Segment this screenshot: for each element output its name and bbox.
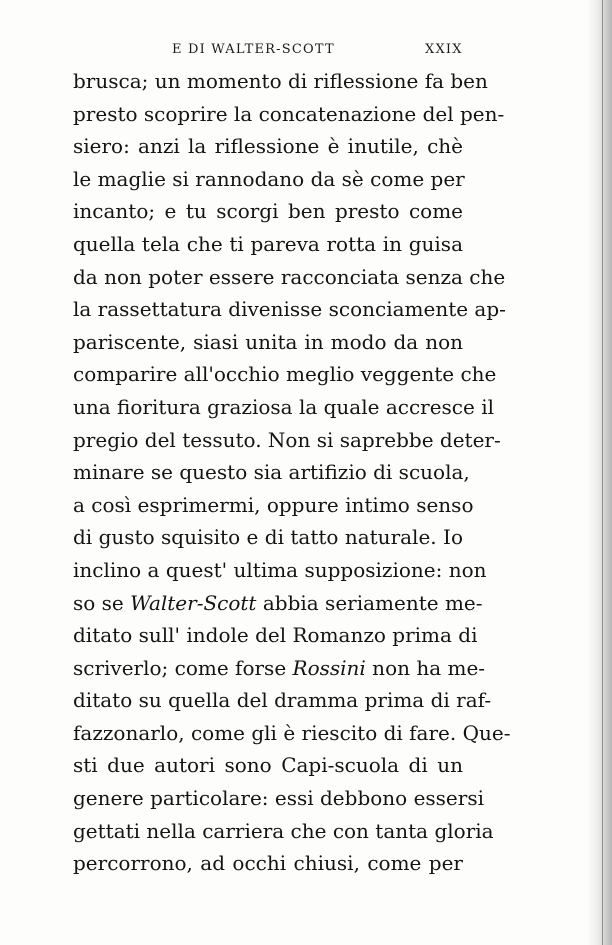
line-text: quella tela che ti pareva rotta in guisa [73, 231, 463, 256]
text-line [73, 163, 463, 196]
text-line [73, 652, 486, 685]
line-text: pariscente, siasi unita in modo da non [73, 329, 463, 354]
text-line [73, 554, 487, 587]
line-text: minare se questo sia artifizio di scuola, [73, 460, 470, 485]
line-text: siero: anzi la riflessione è inutile, chè [73, 134, 463, 159]
text-line [73, 228, 463, 261]
text-line [73, 424, 501, 457]
line-text: di gusto squisito e di tatto naturale. Io [73, 525, 463, 550]
text-line [73, 130, 463, 163]
line-text: scriverlo; come forse [73, 655, 293, 680]
text-line [73, 391, 494, 424]
line-text: a così esprimermi, oppure intimo senso [73, 492, 474, 517]
line-text: ditato su quella del dramma prima di raf- [73, 688, 492, 713]
text-line [73, 195, 463, 228]
text-line [73, 717, 511, 750]
text-line [73, 456, 470, 489]
text-line [73, 521, 463, 554]
text-line [73, 358, 497, 391]
text-line [73, 847, 463, 880]
running-title: E DI WALTER-SCOTT [172, 42, 335, 57]
line-text: presto scoprire la concatenazione del pen- [73, 101, 505, 126]
line-text: gettati nella carriera che con tanta gloria [73, 818, 494, 843]
line-text: ditato sull' indole del Romanzo prima di [73, 623, 478, 648]
line-text: da non poter essere racconciata senza che [73, 264, 506, 289]
line-text: abbia seriamente me- [256, 590, 483, 615]
text-line [73, 684, 492, 717]
line-text: inclino a quest' ultima supposizione: non [73, 557, 487, 582]
text-line [73, 489, 474, 522]
line-text: le maglie si rannodano da sè come per [73, 166, 465, 191]
text-line [73, 261, 506, 294]
line-text: so se [73, 590, 131, 615]
line-text: brusca; un momento di riflessione fa ben [73, 69, 488, 93]
page-gutter-shadow [586, 0, 612, 945]
text-line [73, 782, 484, 815]
line-text: genere particolare: essi debbono essersi [73, 786, 484, 811]
page-number: XXIX [425, 42, 463, 57]
text-line [73, 815, 494, 848]
line-text: fazzonarlo, come gli è riescito di fare. Que- [73, 720, 511, 745]
text-line [73, 65, 488, 98]
line-text: pregio del tessuto. Non si saprebbe deter- [73, 427, 501, 452]
line-text: sti due autori sono Capi-scuola di un [73, 753, 463, 778]
running-head [0, 42, 612, 64]
line-text: percorrono, ad occhi chiusi, come per [73, 851, 463, 876]
line-text: una fioritura graziosa la quale accresce il [73, 394, 494, 419]
author-name-rossini: Rossini [292, 655, 366, 680]
text-line [73, 293, 506, 326]
text-line [73, 326, 463, 359]
line-text: comparire all'occhio meglio veggente che [73, 362, 497, 387]
line-text: incanto; e tu scorgi ben presto come [73, 199, 463, 224]
body-text [73, 65, 511, 880]
text-line [73, 587, 483, 620]
text-line [73, 749, 463, 782]
text-line [73, 98, 505, 131]
line-text: la rassettatura divenisse sconciamente ap- [73, 297, 506, 322]
text-line [73, 619, 478, 652]
line-text: non ha me- [365, 655, 486, 680]
page-edge [602, 0, 603, 945]
author-name-walter-scott: Walter-Scott [130, 590, 257, 615]
